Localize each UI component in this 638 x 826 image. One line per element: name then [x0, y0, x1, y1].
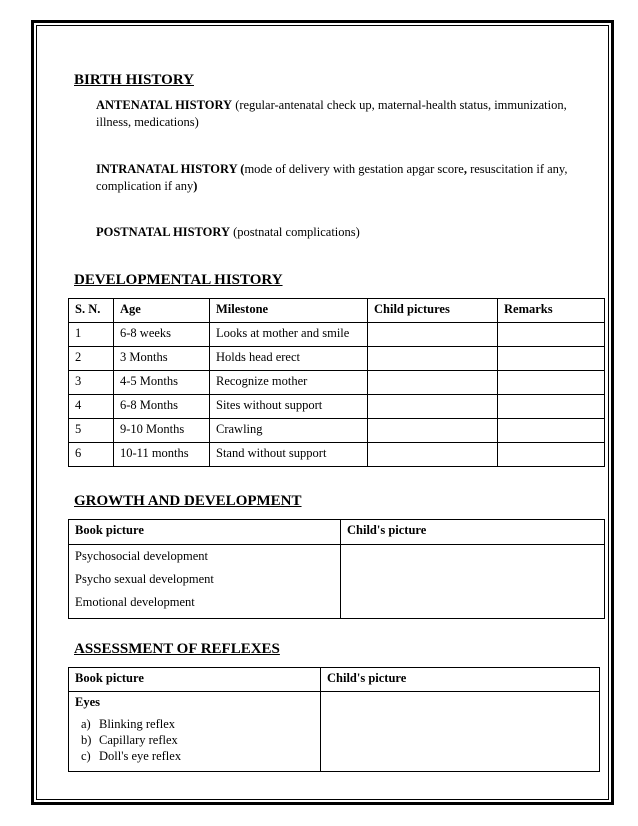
antenatal-description: (regular-antenatal check up, maternal-health status, immunization, illness, medications) — [96, 98, 567, 129]
cell-milestone: Crawling — [210, 419, 368, 443]
table-header-row — [69, 668, 600, 692]
table-row — [69, 443, 605, 467]
reflexes-heading: ASSESSMENT OF REFLEXES — [74, 641, 280, 657]
cell-child-picture[interactable] — [368, 323, 498, 347]
cell-age: 9-10 Months — [114, 419, 210, 443]
col-header-age: Age — [114, 299, 210, 323]
table-header-row — [69, 520, 605, 545]
developmental-history-table — [68, 298, 605, 467]
reflex-list — [75, 716, 314, 764]
table-row — [69, 371, 605, 395]
table-row — [69, 419, 605, 443]
cell-age: 10-11 months — [114, 443, 210, 467]
cell-remarks[interactable] — [498, 323, 605, 347]
intranatal-comma: , — [463, 162, 467, 176]
cell-child-picture[interactable] — [368, 347, 498, 371]
col-header-child-pictures: Child pictures — [368, 299, 498, 323]
cell-sn: 3 — [69, 371, 114, 395]
book-picture-cell — [69, 545, 341, 619]
antenatal-label: ANTENATAL HISTORY — [96, 98, 233, 112]
table-row — [69, 347, 605, 371]
col-header-book-picture: Book picture — [69, 668, 321, 692]
cell-milestone: Looks at mother and smile — [210, 323, 368, 347]
postnatal-history-text — [96, 224, 586, 241]
cell-sn: 4 — [69, 395, 114, 419]
cell-remarks[interactable] — [498, 371, 605, 395]
cell-age: 4-5 Months — [114, 371, 210, 395]
col-header-remarks: Remarks — [498, 299, 605, 323]
intranatal-history-text — [96, 161, 586, 195]
growth-development-table — [68, 519, 605, 619]
cell-remarks[interactable] — [498, 395, 605, 419]
growth-development-heading: GROWTH AND DEVELOPMENT — [74, 493, 302, 509]
table-header-row — [69, 299, 605, 323]
list-item — [75, 748, 314, 764]
intranatal-description-2: resuscitation if any, complication if any — [96, 162, 568, 193]
intranatal-close-paren: ) — [193, 179, 198, 193]
reflex-label: Capillary reflex — [99, 733, 178, 747]
intranatal-label: INTRANATAL HISTORY ( — [96, 162, 245, 176]
cell-sn: 5 — [69, 419, 114, 443]
cell-age: 6-8 Months — [114, 395, 210, 419]
list-marker: c) — [81, 749, 91, 763]
childs-picture-cell[interactable] — [341, 545, 605, 619]
reflex-label: Blinking reflex — [99, 717, 176, 731]
list-item: Psycho sexual development — [75, 572, 214, 586]
cell-child-picture[interactable] — [368, 419, 498, 443]
eyes-label: Eyes — [75, 695, 100, 709]
col-header-childs-picture: Child's picture — [341, 520, 605, 545]
col-header-book-picture: Book picture — [69, 520, 341, 545]
postnatal-description: (postnatal complications) — [229, 225, 360, 239]
cell-milestone: Sites without support — [210, 395, 368, 419]
developmental-history-heading: DEVELOPMENTAL HISTORY — [74, 272, 283, 288]
childs-picture-cell[interactable] — [321, 692, 600, 772]
cell-milestone: Stand without support — [210, 443, 368, 467]
cell-sn: 2 — [69, 347, 114, 371]
table-row — [69, 395, 605, 419]
table-row — [69, 692, 600, 772]
birth-history-heading: BIRTH HISTORY — [74, 72, 194, 88]
col-header-milestone: Milestone — [210, 299, 368, 323]
cell-remarks[interactable] — [498, 419, 605, 443]
cell-milestone: Recognize mother — [210, 371, 368, 395]
reflex-label: Doll's eye reflex — [99, 749, 182, 763]
antenatal-history-text — [96, 97, 586, 131]
cell-sn: 1 — [69, 323, 114, 347]
cell-milestone: Holds head erect — [210, 347, 368, 371]
intranatal-description: mode of delivery with gestation apgar score — [244, 162, 464, 176]
list-item — [75, 732, 314, 748]
list-item — [75, 716, 314, 732]
list-item: Emotional development — [75, 595, 195, 609]
reflexes-table — [68, 667, 600, 772]
table-row — [69, 323, 605, 347]
book-picture-cell — [69, 692, 321, 772]
col-header-sn: S. N. — [69, 299, 114, 323]
cell-child-picture[interactable] — [368, 443, 498, 467]
cell-child-picture[interactable] — [368, 371, 498, 395]
table-row — [69, 545, 605, 619]
postnatal-label: POSTNATAL HISTORY — [96, 225, 230, 239]
cell-remarks[interactable] — [498, 347, 605, 371]
cell-child-picture[interactable] — [368, 395, 498, 419]
list-marker: a) — [81, 717, 91, 731]
cell-age: 6-8 weeks — [114, 323, 210, 347]
col-header-childs-picture: Child's picture — [321, 668, 600, 692]
cell-sn: 6 — [69, 443, 114, 467]
cell-age: 3 Months — [114, 347, 210, 371]
cell-remarks[interactable] — [498, 443, 605, 467]
list-marker: b) — [81, 733, 92, 747]
list-item: Psychosocial development — [75, 549, 208, 563]
